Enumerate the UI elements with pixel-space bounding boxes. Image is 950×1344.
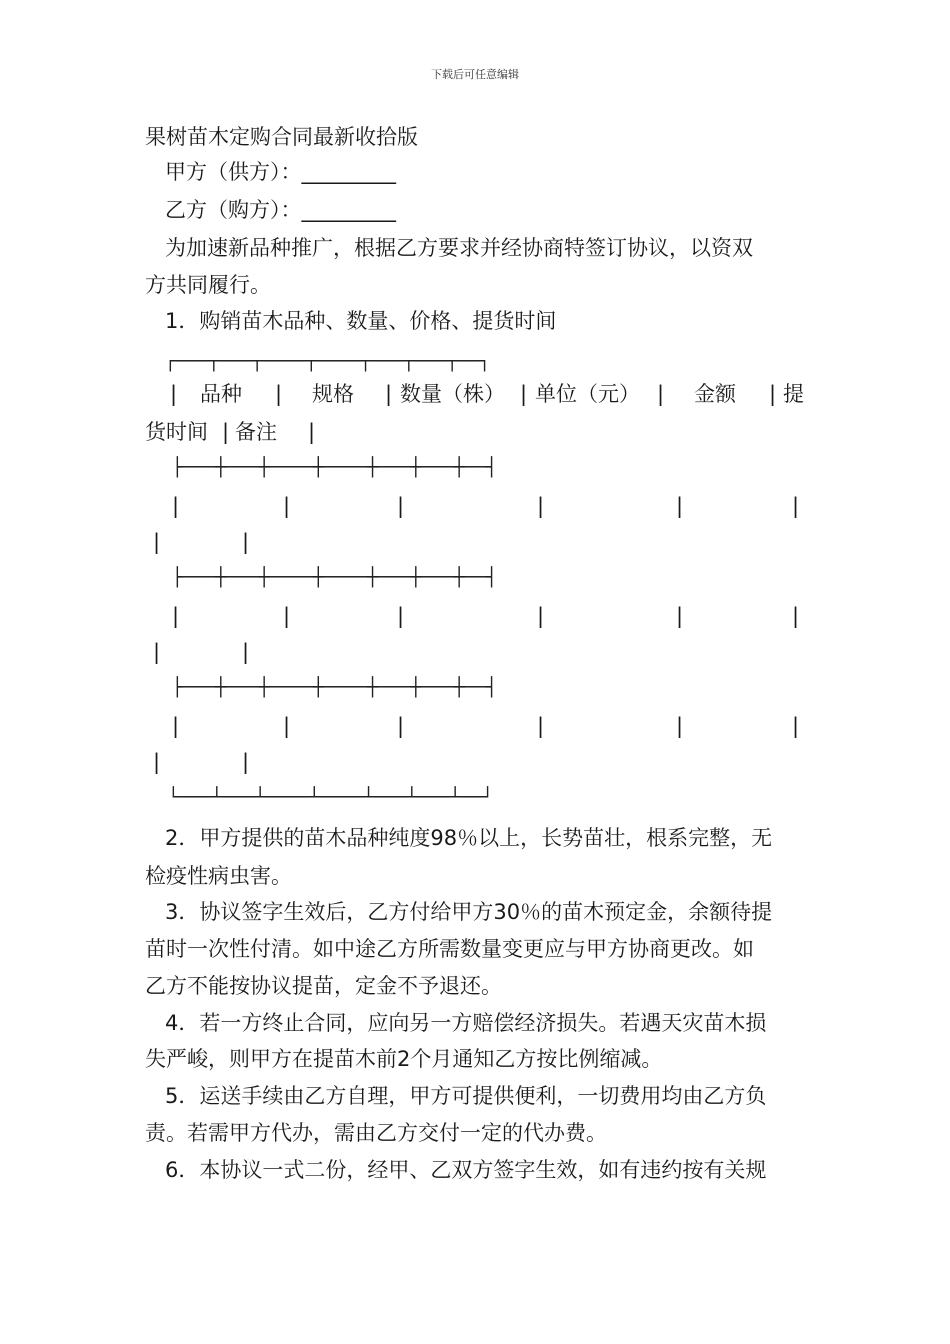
table-row-border: ├───┼───┼────┼────┼───┼───┼──┤	[172, 567, 498, 588]
table-divider: |	[520, 382, 528, 406]
table-divider: |	[283, 494, 291, 518]
table-divider: |	[242, 750, 250, 774]
table-divider: |	[657, 382, 665, 406]
party-a-line: 甲方（供方）：_________	[165, 160, 396, 184]
table-divider: |	[676, 494, 684, 518]
table-divider: |	[676, 714, 684, 738]
table-divider: |	[308, 420, 316, 444]
table-divider: |	[397, 604, 405, 628]
item-3-line-1: 3．协议签字生效后，乙方付给甲方30％的苗木预定金，余额待提	[165, 900, 773, 924]
party-b-line: 乙方（购方）：_________	[165, 198, 396, 222]
header-cell-pickup-part1: 提	[783, 382, 804, 406]
table-divider: |	[222, 420, 230, 444]
item-2-line-2: 检疫性病虫害。	[145, 864, 292, 888]
item-5-line-2: 责。若需甲方代办，需由乙方交付一定的代办费。	[145, 1121, 607, 1145]
header-cell-spec: 规格	[312, 382, 354, 406]
table-divider: |	[397, 714, 405, 738]
table-divider: |	[676, 604, 684, 628]
table-divider: |	[792, 714, 800, 738]
item-3-line-3: 乙方不能按协议提苗，定金不予退还。	[145, 974, 502, 998]
table-divider: |	[153, 640, 161, 664]
table-divider: |	[153, 530, 161, 554]
page-header: 下载后可任意编辑	[431, 68, 519, 81]
item-4-line-2: 失严峻，则甲方在提苗木前2个月通知乙方按比例缩减。	[145, 1047, 663, 1071]
table-divider: |	[537, 494, 545, 518]
table-divider: |	[792, 604, 800, 628]
header-cell-quantity: 数量（株）	[400, 382, 505, 406]
table-divider: |	[172, 604, 180, 628]
table-bottom-border: └───┴───┴────┴────┴───┴───┴──┘	[168, 787, 494, 808]
table-top-border: ┌───┬───┬────┬────┬───┬───┬──┐	[165, 351, 491, 372]
table-divider: |	[172, 714, 180, 738]
item-3-line-2: 苗时一次性付清。如中途乙方所需数量变更应与甲方协商更改。如	[145, 937, 754, 961]
header-cell-unit: 单位（元）	[535, 382, 640, 406]
item-2-line-1: 2．甲方提供的苗木品种纯度98％以上，长势苗壮，根系完整，无	[165, 826, 773, 850]
table-divider: |	[275, 382, 283, 406]
table-row-border: ├───┼───┼────┼────┼───┼───┼──┤	[172, 677, 498, 698]
table-divider: |	[170, 382, 178, 406]
table-divider: |	[283, 714, 291, 738]
header-cell-variety: 品种	[200, 382, 242, 406]
header-cell-notes: 备注	[235, 420, 277, 444]
table-divider: |	[397, 494, 405, 518]
intro-line-1: 为加速新品种推广，根据乙方要求并经协商特签订协议，以资双	[165, 236, 753, 260]
table-row-border: ├───┼───┼────┼────┼───┼───┼──┤	[172, 457, 498, 478]
table-divider: |	[242, 640, 250, 664]
document-title: 果树苗木定购合同最新收拾版	[145, 125, 418, 149]
table-divider: |	[153, 750, 161, 774]
table-divider: |	[769, 382, 777, 406]
item-6-line-1: 6．本协议一式二份，经甲、乙双方签字生效，如有违约按有关规	[165, 1158, 767, 1182]
table-divider: |	[172, 494, 180, 518]
table-divider: |	[537, 604, 545, 628]
header-cell-amount: 金额	[694, 382, 736, 406]
table-divider: |	[792, 494, 800, 518]
table-divider: |	[242, 530, 250, 554]
item-5-line-1: 5．运送手续由乙方自理，甲方可提供便利，一切费用均由乙方负	[165, 1084, 767, 1108]
intro-line-2: 方共同履行。	[145, 273, 271, 297]
item-1-heading: 1．购销苗木品种、数量、价格、提货时间	[165, 309, 557, 333]
header-cell-pickup-part2: 货时间	[145, 420, 208, 444]
table-divider: |	[537, 714, 545, 738]
table-divider: |	[283, 604, 291, 628]
item-4-line-1: 4．若一方终止合同，应向另一方赔偿经济损失。若遇天灾苗木损	[165, 1011, 767, 1035]
table-divider: |	[385, 382, 393, 406]
